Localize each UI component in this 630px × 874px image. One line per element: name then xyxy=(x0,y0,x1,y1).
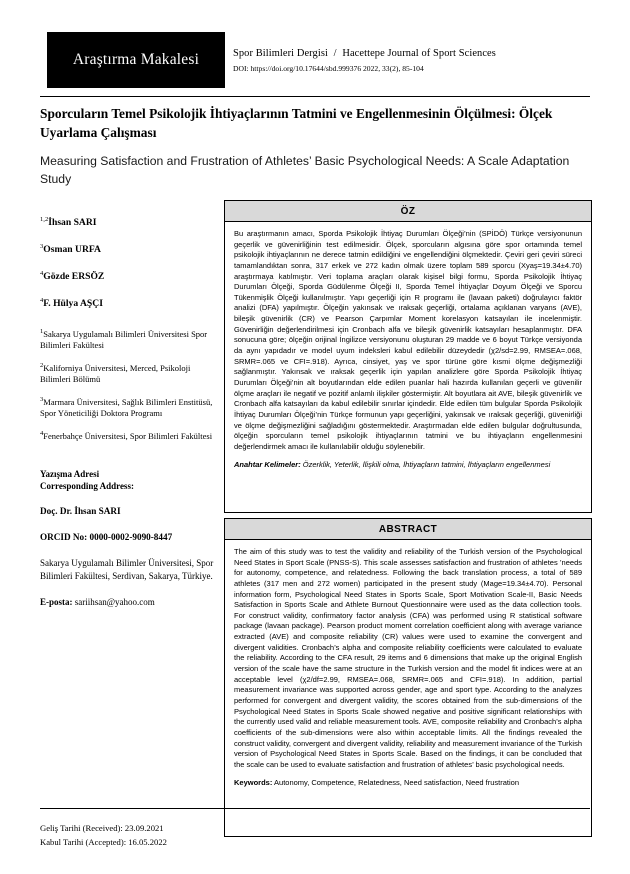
author-name: Osman URFA xyxy=(43,244,101,256)
author-entry xyxy=(40,297,220,311)
abstract-tr-block xyxy=(224,200,592,513)
affiliation-item xyxy=(40,328,220,351)
author-entry xyxy=(40,243,220,257)
accepted-date: Kabul Tarihi (Accepted): 16.05.2022 xyxy=(40,836,167,847)
article-dates xyxy=(40,822,270,850)
article-type-badge xyxy=(47,32,225,88)
affiliation-item xyxy=(40,396,220,419)
keywords-en xyxy=(234,778,582,789)
author-name: F. Hülya AŞÇI xyxy=(43,298,103,310)
author-name: İhsan SARI xyxy=(48,217,97,229)
affiliation-marker: 2 xyxy=(40,361,44,369)
doi-line: DOI: https://doi.org/10.17644/sbd.999376 2022, 33(2), 85-104 xyxy=(233,63,424,73)
affiliation-text: Fenerbahçe Üniversitesi, Spor Bilimleri Fakültesi xyxy=(43,431,213,442)
abstract-en-block xyxy=(224,518,592,837)
affiliations-list xyxy=(40,328,220,443)
correspondence-email-label: E-posta: xyxy=(40,596,73,607)
journal-name-separator: / xyxy=(333,47,337,59)
affiliation-marker: 1 xyxy=(40,327,44,335)
correspondence-heading-en: Corresponding Address: xyxy=(40,481,134,492)
journal-name-tr: Spor Bilimleri Dergisi xyxy=(233,47,328,59)
author-entry xyxy=(40,270,220,284)
affiliation-text: Kaliforniya Üniversitesi, Merced, Psikoloji Bilimleri Bölümü xyxy=(40,362,191,384)
abstract-en-body-wrap xyxy=(224,540,592,837)
affiliation-item xyxy=(40,362,220,385)
article-type-label: Araştırma Makalesi xyxy=(72,51,200,68)
abstract-tr-heading: ÖZ xyxy=(224,200,592,222)
keywords-tr-label: Anahtar Kelimeler: xyxy=(234,460,301,470)
author-affiliation-marker: 4 xyxy=(40,297,44,305)
affiliation-marker: 3 xyxy=(40,396,44,404)
affiliation-text: Marmara Üniversitesi, Sağlık Bilimleri Enstitüsü, Spor Yöneticiliği Doktora Programı xyxy=(40,396,213,419)
correspondence-block xyxy=(40,468,220,608)
article-header xyxy=(0,32,630,88)
affiliation-marker: 4 xyxy=(40,430,44,438)
journal-names xyxy=(233,48,583,59)
author-affiliation-marker: 4 xyxy=(40,270,44,278)
journal-info xyxy=(233,32,583,88)
footer-divider xyxy=(40,808,590,809)
keywords-en-label: Keywords: xyxy=(234,778,273,788)
author-name: Gözde ERSÖZ xyxy=(43,271,105,283)
abstract-tr-text: Bu araştırmanın amacı, Sporda Psikolojik İhtiyaç Durumları Ölçeği’nin (SPİDÖ) Türkçe versiyonunun geçerlik ve güvenirliğinin test edilmesidir. Ölçek, sporcuların algısına göre spor ortamında temel psikolojik ihtiyaçlarının ne derece tatmin edildiğini ve engellendiğini ölçmektedir. Çeviri geri çeviri süreci tamamlandıktan sonra, 317 erkek ve 272 kadın olmak üzere toplam 589 sporcu (Xyaş=19.34±4.70) araştırmaya katılmıştır. Veri toplama araçları olarak kişisel bilgi formu, Sporda Psikolojik İhtiyaç Durumları Ölçeği, Sporda Güdülenme Ölçeği II, Sporda Temel İhtiyaçlar Doyum Ölçeği ve Sporcu Tükenmişlik Ölçeği kullanılmıştır. Yapı geçerliği için R programı ile (lavaan paketi) doğrulayıcı faktör analizi (DFA) yapılmıştır. Ölçeğin yakınsak ve ıraksak geçerliği, ortalama açıklanan varyans (AVE), bileşik güvenirlik (CR) ve Pearson Çarpımlar Moment korelasyon katsayıları ile incelenmiştir. Güvenirliğin değerlendirilmesi için Cronbach alfa ve bileşik güvenirlik katsayıları hesaplanmıştır. DFA sonucuna göre; ölçeğin orijinal İngilizce versiyonunu oluşturan 29 madde ve 6 boyut Türkçe versiyonda da aynı yapıdadır ve model uyum indeksleri kabul edilebilir düzeydedir (χ2/sd=2.99, RMSEA=.068, SRMR=.065 ve CFI=.918). Ayrıca, cinsiyet, yaş ve spor türüne göre kısmi ölçme değişmezliği sağlanmıştır. Yakınsak ve ıraksak geçerlik için yapılan analizlere göre Sporda Psikolojik İhtiyaç Durumları Ölçeği’nin alt boyutlarından elde edilen puanlar hali hazırda kullanılan geçerli ve güvenilir ölçme araçları ile negatif ve pozitif anlamlı ilişkiler göstermiştir. Alt boyutlara ait AVE, bileşik güvenirlik ve Cronbach alfa katsayıları da kabul edilebilir sınırlar içindedir. Elde edilen tüm bulgular Sporda Psikolojik İhtiyaç Durumları Ölçeği’nin Türkçe formunun yapı geçerliğini, yakınsak ve ıraksak geçerliği, güvenirliği ve ölçme değişmezliğini sağladığını göstermektedir. Araştırmadan elde edilen bulgular doğrultusunda, ölçeğin sporcuların temel psikolojik ihtiyaçlarının tatmini ve bu ihtiyaçların engellenmesini değerlendirmek amacı ile kullanılabilir olduğu söylenebilir. xyxy=(234,229,582,451)
abstract-en-heading: ABSTRACT xyxy=(224,518,592,540)
affiliation-item xyxy=(40,430,220,442)
correspondence-email[interactable]: sariihsan@yahoo.com xyxy=(74,596,155,607)
abstract-en-text: The aim of this study was to test the validity and reliability of the Turkish version of the Psychological Need States in Sport Scale (PNSS-S). This scale assesses satisfaction and frustration of athletes ’needs for autonomy, competence, and relatedness. Following the back translation process, a total of 589 athletes (317 men and 272 women) participated in the present study (Mage=19.34±4.70). Personal information form, Psychological Need States in Sports Scale, Sport Motivation Scale-II, Basic Needs Satisfaction in Sports Scale and Athlete Burnout Questionnaire were used as the data collection tools. For construct validity, confirmatory factor analysis (CFA) was performed using R statistical software package (lavaan package). Pearson product moment correlation coefficient along with average variance extracted (AVE) and composite reliability (CR) values were used to examine the convergent and divergent validities. Cronbach’s alpha and composite reliability coefficients were calculated to evaluate the reliability. According to the CFA result, 29 items and 6 dimensions that make up the original English version of the scale have the same structure in the Turkish version and the model fit indices were at an acceptable level (χ2/df=2.99, RMSEA=.068, SRMR=.065 and CFI=.918). In addition, partial measurement invariance was supported across gender, age and sport type. According to the analyzes performed for convergent and divergent validity, the scores obtained from the sub-dimensions of the Psychological Need States in Sports Scale showed negative and positive significant relationships with the currently used valid and reliable measurement tools. AVE, composite reliability and Cronbach’s alpha coefficients of the sub-dimensions were also within acceptable limits. All the findings revealed the construct validity, convergent and divergent validity, reliability and measurement invariance of the Turkish version of Psychological Need States in Sports Scale. Based on the findings, it can be concluded that the scale can be used to evaluate satisfaction and frustration of athletes’ basic psychological needs. xyxy=(234,547,582,769)
correspondence-orcid: ORCID No: 0000-0002-9090-8447 xyxy=(40,532,173,543)
author-entry xyxy=(40,216,220,230)
abstract-tr-body-wrap xyxy=(224,222,592,513)
author-affiliation-marker: 1,2 xyxy=(40,216,49,223)
correspondence-address: Sakarya Uygulamalı Bilimler Üniversitesi, Spor Bilimleri Fakültesi, Serdivan, Sakarya, Türkiye. xyxy=(40,558,214,581)
correspondence-email-line xyxy=(40,596,220,608)
keywords-tr xyxy=(234,460,582,471)
received-date: Geliş Tarihi (Received): 23.09.2021 xyxy=(40,823,164,833)
correspondence-heading-tr: Yazışma Adresi xyxy=(40,469,100,480)
page-title-en: Measuring Satisfaction and Frustration of Athletes’ Basic Psychological Needs: A Scale Adaptation Study xyxy=(40,154,570,187)
keywords-tr-text: Özerklik, Yeterlik, İlişkili olma, İhtiyaçların tatmini, İhtiyaçların engellenmesi xyxy=(302,460,551,470)
keywords-en-text: Autonomy, Competence, Relatedness, Need satisfaction, Need frustration xyxy=(274,778,520,788)
affiliation-text: Sakarya Uygulamalı Bilimleri Üniversitesi Spor Bilimleri Fakültesi xyxy=(40,328,208,350)
author-affiliation-marker: 3 xyxy=(40,243,44,251)
journal-name-en: Hacettepe Journal of Sport Sciences xyxy=(342,47,496,59)
authors-column xyxy=(40,216,220,608)
header-divider xyxy=(40,96,590,97)
page-title-tr: Sporcuların Temel Psikolojik İhtiyaçlarının Tatmini ve Engellenmesinin Ölçülmesi: Ölçek Uyarlama Çalışması xyxy=(40,106,553,141)
correspondence-name: Doç. Dr. İhsan SARI xyxy=(40,505,121,516)
correspondence-heading xyxy=(40,468,220,492)
